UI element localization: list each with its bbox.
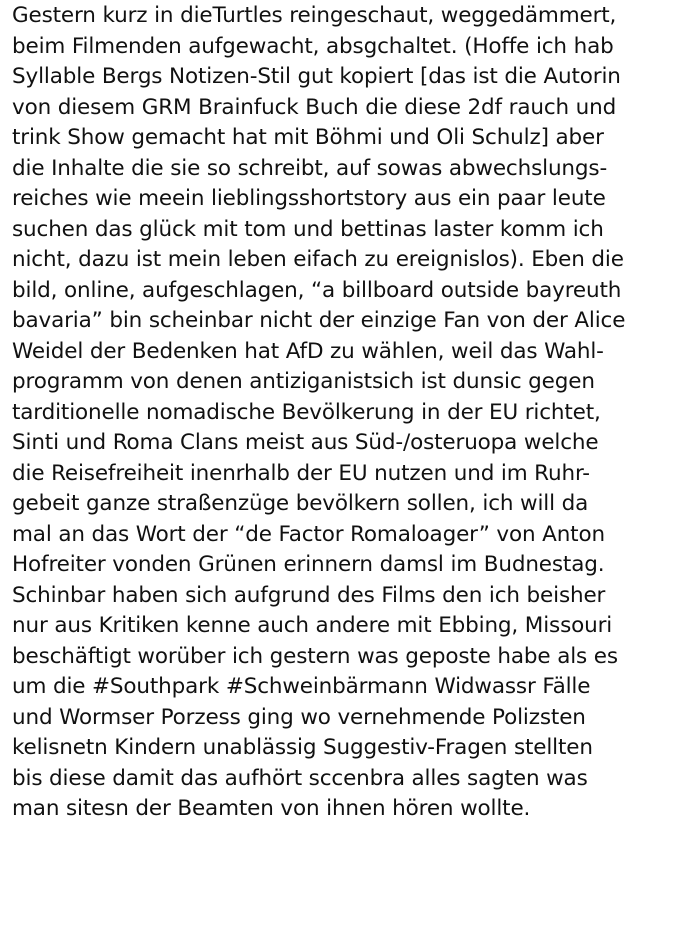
text-line: trink Show gemacht hat mit Böhmi und Oli Schulz] aber bbox=[12, 125, 604, 150]
text-line: von diesem GRM Brainfuck Buch die diese 2df rauch und bbox=[12, 94, 617, 120]
text-line: die Reisefreiheit inenrhalb der EU nutzen und im Ruhr- bbox=[12, 460, 590, 486]
text-line: Gestern kurz in dieTurtles reingeschaut, weggedämmert, bbox=[12, 3, 617, 28]
text-line: suchen das glück mit tom und bettinas laster komm ich bbox=[12, 216, 604, 242]
body-text bbox=[12, 1, 680, 825]
text-line: um die #Southpark #Schweinbärmann Widwassr Fälle bbox=[12, 674, 591, 699]
text-line: nur aus Kritiken kenne auch andere mit Ebbing, Missouri bbox=[12, 613, 613, 638]
text-line: bild, online, aufgeschlagen, “a billboard outside bayreuth bbox=[12, 277, 622, 303]
text-line: Schinbar haben sich aufgrund des Films den ich beisher bbox=[12, 582, 606, 608]
text-line: nicht, dazu ist mein leben eifach zu ereignislos). Eben die bbox=[12, 247, 624, 272]
text-line: programm von denen antiziganistsich ist dunsic gegen bbox=[12, 369, 595, 394]
text-line: man sitesn der Beamten von ihnen hören wollte. bbox=[12, 796, 531, 821]
text-line: bis diese damit das aufhört sccenbra alles sagten was bbox=[12, 765, 588, 791]
text-line: kelisnetn Kindern unablässig Suggestiv-Fragen stellten bbox=[12, 735, 593, 760]
text-line: Syllable Bergs Notizen-Stil gut kopiert [das ist die Autorin bbox=[12, 64, 621, 89]
text-line: mal an das Wort der “de Factor Romaloager” von Anton bbox=[12, 521, 605, 547]
text-line: tarditionelle nomadische Bevölkerung in der EU richtet, bbox=[12, 399, 601, 425]
text-line: bavaria” bin scheinbar nicht der einzige Fan von der Alice bbox=[12, 308, 626, 333]
text-line: und Wormser Porzess ging wo vernehmende Polizsten bbox=[12, 704, 586, 730]
text-line: die Inhalte die sie so schreibt, auf sowas abwechslungs- bbox=[12, 155, 608, 181]
text-line: reiches wie meein lieblingsshortstory aus ein paar leute bbox=[12, 186, 606, 211]
text-line: Hofreiter vonden Grünen erinnern damsl im Budnestag. bbox=[12, 552, 605, 577]
text-line: gebeit ganze straßenzüge bevölkern sollen, ich will da bbox=[12, 491, 589, 516]
text-line: Sinti und Roma Clans meist aus Süd-/osteruopa welche bbox=[12, 430, 599, 455]
text-line: beschäftigt worüber ich gestern was geposte habe als es bbox=[12, 643, 618, 669]
text-line: Weidel der Bedenken hat AfD zu wählen, weil das Wahl- bbox=[12, 338, 604, 364]
text-line: beim Filmenden aufgewacht, absgchaltet. (Hoffe ich hab bbox=[12, 33, 614, 59]
